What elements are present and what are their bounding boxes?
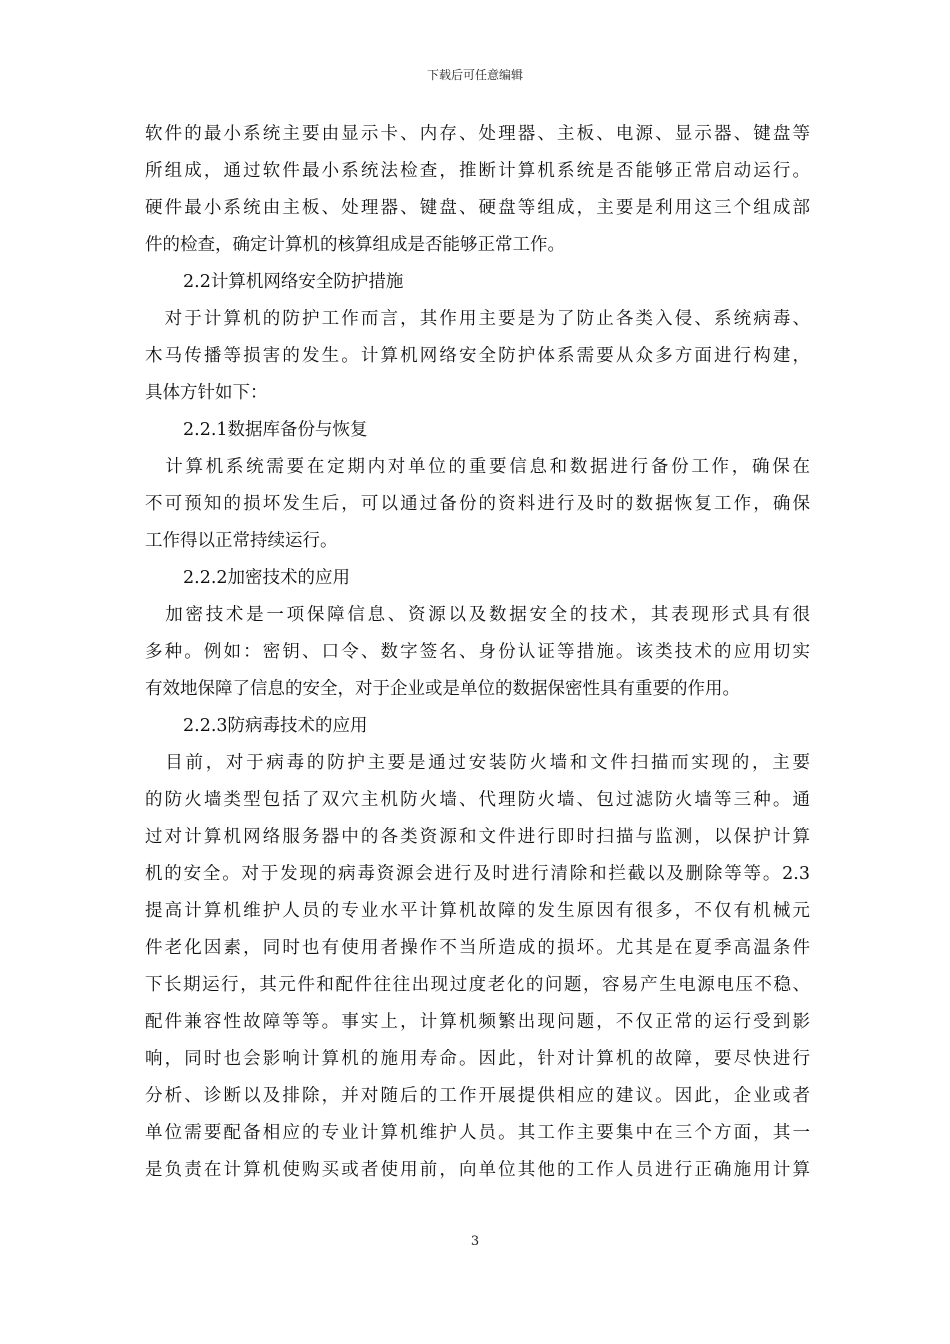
text-line: 所组成，通过软件最小系统法检查，推断计算机系统是否能够正常启动运行。 [145,161,810,181]
text-line: 软件的最小系统主要由显示卡、内存、处理器、主板、电源、显示器、键盘等 [145,124,810,144]
text-line: 计算机系统需要在定期内对单位的重要信息和数据进行备份工作，确保在 [145,457,810,477]
text-line: 提高计算机维护人员的专业水平计算机故障的发生原因有很多，不仅有机械元 [145,901,810,921]
text-line: 工作得以正常持续运行。 [145,531,338,551]
section-heading: 2.2.3防病毒技术的应用 [183,716,368,736]
text-line: 的防火墙类型包括了双穴主机防火墙、代理防火墙、包过滤防火墙等三种。通 [145,790,810,810]
text-line: 机的安全。对于发现的病毒资源会进行及时进行清除和拦截以及删除等等。2.3 [145,864,810,884]
text-line: 件的检查，确定计算机的核算组成是否能够正常工作。 [145,235,565,255]
text-line: 响，同时也会影响计算机的施用寿命。因此，针对计算机的故障，要尽快进行 [145,1049,810,1069]
text-line: 对于计算机的防护工作而言，其作用主要是为了防止各类入侵、系统病毒、 [145,309,810,329]
text-line: 是负责在计算机使购买或者使用前，向单位其他的工作人员进行正确施用计算 [145,1160,810,1180]
section-heading: 2.2计算机网络安全防护措施 [183,272,404,292]
text-line: 配件兼容性故障等等。事实上，计算机频繁出现问题，不仅正常的运行受到影 [145,1012,810,1032]
section-heading: 2.2.2加密技术的应用 [183,568,351,588]
text-line: 多种。例如：密钥、口令、数字签名、身份认证等措施。该类技术的应用切实 [145,642,810,662]
text-line: 下长期运行，其元件和配件往往出现过度老化的问题，容易产生电源电压不稳、 [145,975,810,995]
page-number: 3 [470,1234,480,1249]
text-line: 件老化因素，同时也有使用者操作不当所造成的损坏。尤其是在夏季高温条件 [145,938,810,958]
section-heading: 2.2.1数据库备份与恢复 [183,420,368,440]
page-header: 下载后可任意编辑 [426,68,523,82]
document-body [145,116,810,1189]
text-line: 木马传播等损害的发生。计算机网络安全防护体系需要从众多方面进行构建， [145,346,810,366]
text-line: 加密技术是一项保障信息、资源以及数据安全的技术，其表现形式具有很 [145,605,810,625]
text-line: 具体方针如下： [145,383,268,403]
text-line: 硬件最小系统由主板、处理器、键盘、硬盘等组成，主要是利用这三个组成部 [145,198,810,218]
text-line: 过对计算机网络服务器中的各类资源和文件进行即时扫描与监测，以保护计算 [145,827,810,847]
text-line: 分析、诊断以及排除，并对随后的工作开展提供相应的建议。因此，企业或者 [145,1086,810,1106]
text-line: 不可预知的损坏发生后，可以通过备份的资料进行及时的数据恢复工作，确保 [145,494,810,514]
text-line: 目前，对于病毒的防护主要是通过安装防火墙和文件扫描而实现的，主要 [145,753,810,773]
text-line: 单位需要配备相应的专业计算机维护人员。其工作主要集中在三个方面，其一 [145,1123,810,1143]
text-line: 有效地保障了信息的安全，对于企业或是单位的数据保密性具有重要的作用。 [145,679,740,699]
